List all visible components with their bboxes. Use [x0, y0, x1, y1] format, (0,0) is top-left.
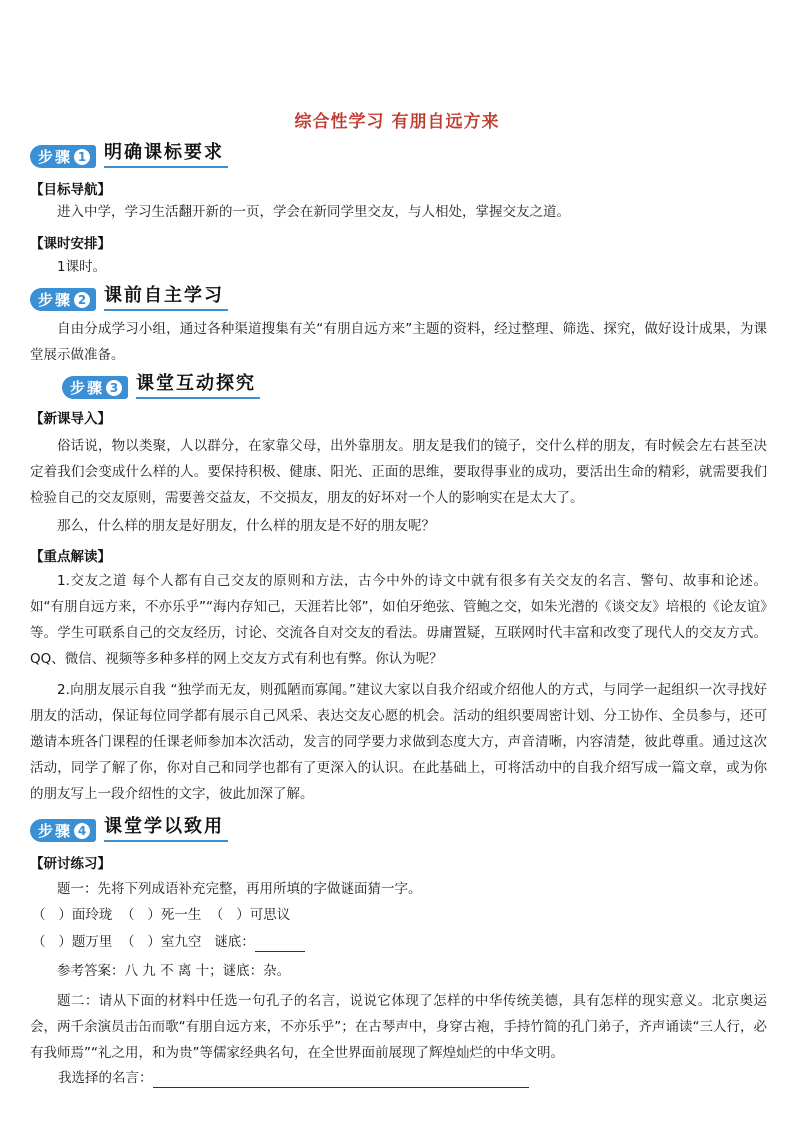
key-point-2: 2.向朋友展示自我 “独学而无友，则孤陋而寡闻。”建议大家以自我介绍或介绍他人的方式，与同学一起组织一次寻找好朋友的活动，保证每位同学都有展示自己风采、表达交友心愿的机会。活动的组织要周密计划、分工协作、全员参与，还可邀请本班各门课程的任课老师参加本次活动，发言的同学要力求做到态度大方，声音清晰，内容清楚，彼此尊重。通过这次活动，同学了解了你，你对自己和同学也都有了更深入的认识。在此基础上，可将活动中的自我介绍写成一篇文章，或为你的朋友写上一段介绍性的文字，彼此加深了解。 — [30, 682, 767, 802]
step-number-icon: 3 — [106, 380, 122, 396]
chosen-quote-blank[interactable] — [153, 1087, 529, 1088]
target-tag: 【目标导航】 — [30, 182, 111, 198]
target-text: 进入中学，学习生活翻开新的一页，学会在新同学里交友，与人相处，掌握交友之道。 — [57, 204, 570, 220]
step-title: 明确课标要求 — [104, 142, 228, 168]
step-badge: 步骤 1 — [30, 145, 96, 168]
step-2-header — [30, 286, 228, 311]
step-title: 课堂互动探究 — [136, 373, 260, 399]
idiom-row-1: （ ）面玲珑 （ ）死一生 （ ）可思议 — [32, 907, 291, 923]
step-number-icon: 1 — [74, 149, 90, 165]
key-point-1: 1.交友之道 每个人都有自己交友的原则和方法，古今中外的诗文中就有很多有关交友的名言、警句、故事和论述。如“有朋自远方来，不亦乐乎”“海内存知己，天涯若比邻”，如伯牙绝弦、管鲍之交，如朱光潜的《谈交友》培根的《论友谊》等。学生可联系自己的交友经历，讨论、交流各自对交友的看法。毋庸置疑，互联网时代丰富和改变了现代人的交友方式。QQ、微信、视频等多种多样的网上交友方式有利也有弊。你认为呢？ — [30, 573, 767, 667]
riddle-answer-blank[interactable] — [255, 951, 305, 952]
idiom-row-2: （ ）题万里 （ ）室九空 谜底： — [32, 932, 305, 952]
step-badge: 步骤 2 — [30, 288, 96, 311]
question-2: 题二：请从下面的材料中任选一句孔子的名言，说说它体现了怎样的中华传统美德，具有怎样的现实意义。北京奥运会，两千余演员击缶而歌“有朋自远方来，不亦乐乎”；在古琴声中，身穿古袍，手持竹简的孔门弟子，齐声诵读“三人行，必有我师焉”“礼之用，和为贵”等儒家经典名句，在全世界面前展现了辉煌灿烂的中华文明。 — [30, 993, 767, 1061]
question-1: 题一：先将下列成语补充完整，再用所填的字做谜面猜一字。 — [57, 881, 422, 897]
intro-question: 那么，什么样的朋友是好朋友，什么样的朋友是不好的朋友呢？ — [57, 518, 435, 534]
step-3-header — [62, 374, 260, 399]
key-tag: 【重点解读】 — [30, 549, 111, 565]
answer-text: 参考答案：八 九 不 离 十；谜底：杂。 — [57, 963, 291, 979]
step-title: 课前自主学习 — [104, 285, 228, 311]
intro-tag: 【新课导入】 — [30, 411, 111, 427]
intro-text: 俗话说，物以类聚，人以群分，在家靠父母，出外靠朋友。朋友是我们的镜子，交什么样的朋友，有时候会左右甚至决定着我们会变成什么样的人。要保持积极、健康、阳光、正面的思维，要取得事业的成功，要活出生命的精彩，就需要我们检验自己的交友原则，需要善交益友，不交损友，朋友的好坏对一个人的影响实在是太大了。 — [30, 438, 767, 506]
page-title: 综合性学习 有朋自远方来 — [294, 112, 500, 132]
schedule-tag: 【课时安排】 — [30, 236, 111, 252]
step2-text: 自由分成学习小组，通过各种渠道搜集有关“有朋自远方来”主题的资料，经过整理、筛选、探究，做好设计成果，为课堂展示做准备。 — [30, 321, 767, 363]
step-badge: 步骤 3 — [62, 376, 128, 399]
schedule-text: 1课时。 — [57, 259, 107, 275]
step-4-header — [30, 817, 228, 842]
practice-tag: 【研讨练习】 — [30, 856, 111, 872]
step-badge: 步骤 4 — [30, 819, 96, 842]
choose-row: 我选择的名言： — [58, 1068, 529, 1088]
step-number-icon: 2 — [74, 292, 90, 308]
step-title: 课堂学以致用 — [104, 816, 228, 842]
step-number-icon: 4 — [74, 823, 90, 839]
step-1-header — [30, 143, 228, 168]
